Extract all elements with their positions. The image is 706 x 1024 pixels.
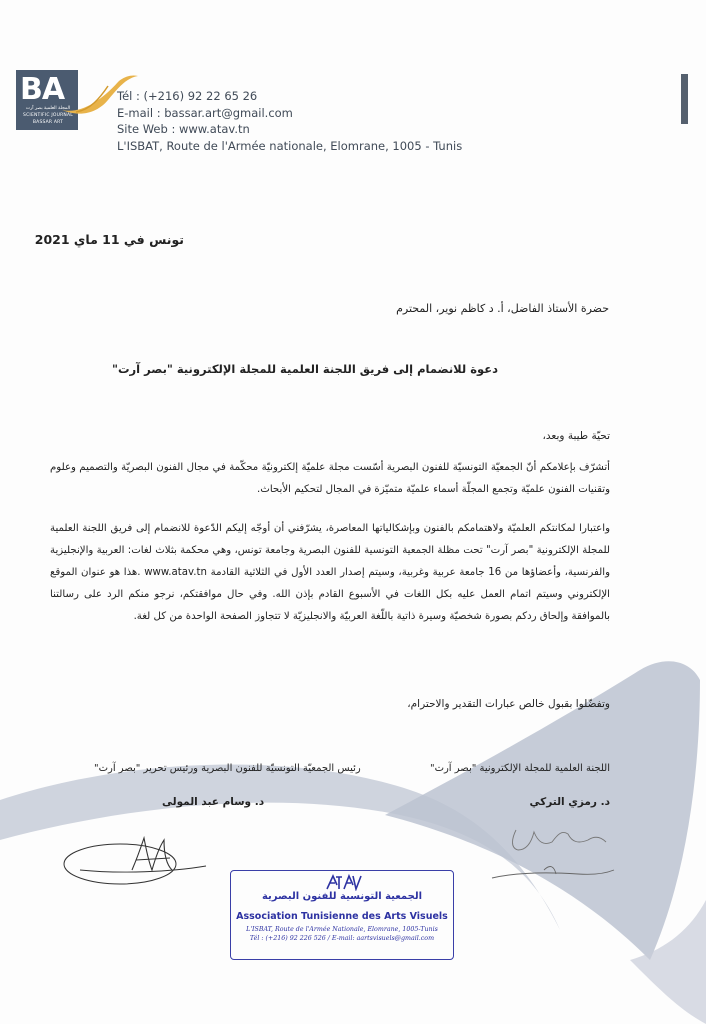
contact-address: L'ISBAT, Route de l'Armée nationale, Elomrane, 1005 - Tunis (117, 138, 463, 153)
stamp-address (235, 925, 449, 943)
signatory-right-name: د. رمزي التركي (529, 796, 610, 808)
contact-phone: Tél : (+216) 92 22 65 26 (117, 89, 258, 103)
stamp-logo-icon (323, 873, 363, 891)
logo-text: BA (20, 72, 65, 107)
stamp-address-line-2: Tél : (+216) 92 226 526 / E-mail: aartsvisuels@gmail.com (249, 935, 435, 942)
letter-addressee: حضرة الأستاذ الفاضل، أ. د كاظم نوير، المحترم (396, 302, 609, 315)
letter-closing: وتفضّلوا بقبول خالص عبارات التقدير والاحترام، (407, 698, 610, 710)
signatory-left-name: د. وسام عبد المولى (162, 796, 265, 808)
logo-journal-text: SCIENTIFIC JOURNAL (23, 113, 73, 118)
contact-email[interactable]: E-mail : bassar.art@gmail.com (117, 105, 293, 120)
letter-paragraph-2: واعتبارا لمكانتكم العلميّة ولاهتمامكم بالفنون وبإشكالياتها المعاصرة، يشرّفني أن أوجّه إليكم الدّعوة للانضمام إلى فريق اللجنة العلمية للمجلة الإلكترونية "بصر آرت" تحت مظلة الجمعية التونسية للفنون البصرية وجامعة تونس، وهي محكمة بثلاث لغات: العربية والإنجليزية والفرنسية، وأعضاؤها من 16 جامعة عربية وغربية، وسيتم إصدار العدد الأول في الثلاثية القادمة www.atav.tn .هذا هو عنوان الموقع الإلكتروني وسيتم اتمام العمل عليه بكل اللغات في الأسبوع القادم بإذن الله. وفي حال موافقتكم، نرجو منكم الرد على رسالتنا بالموافقة وإلحاق ردكم بصورة شخصيّة وسيرة ذاتية باللّغة العربيّة والانجليزيّة لا تتجاوز الصفحة الواحدة من كل لغة. (50, 523, 610, 622)
logo-name-text: BASSAR ART (32, 120, 64, 125)
signature-left (60, 830, 210, 890)
letter-subject: دعوة للانضمام إلى فريق اللجنة العلمية للمجلة الإلكترونية "بصر آرت" (111, 362, 498, 376)
stamp-french-name: Association Tunisienne des Arts Visuels (236, 911, 448, 922)
logo-arabic-text: المجلة العلمية بصر آرت (25, 106, 71, 111)
letter-greeting: تحيّة طيبة وبعد، (542, 430, 610, 442)
association-stamp (230, 870, 454, 960)
page-edge-marker (681, 74, 688, 124)
signatory-right-title: اللجنة العلمية للمجلة الإلكترونية "بصر آرت" (429, 763, 610, 774)
contact-website[interactable]: Site Web : www.atav.tn (117, 122, 250, 136)
letter-paragraph-1: أتشرّف بإعلامكم أنّ الجمعيّة التونسيّة للفنون البصرية أسّست مجلة علميّة إلكترونيّة محكّمة في مجال الفنون البصريّة والتصميم وعلوم وتقنيات الفنون علميّة وتجمع المجلّة أسماء علميّة متميّزة في المجال لتحكيم الأبحاث. (50, 462, 610, 495)
bassar-art-logo (16, 70, 106, 130)
stamp-arabic-name: الجمعية التونسية للفنون البصرية (261, 891, 423, 902)
signature-right (488, 820, 618, 890)
stamp-address-line-1: L'ISBAT, Route de l'Armée Nationale, Elomrane, 1005-Tunis (246, 926, 438, 933)
letter-date: تونس في 11 ماي 2021 (34, 232, 184, 247)
signatory-left-title: رئيس الجمعيّة التونسيّة للفنون البصرية ورئيس تحرير "بصر آرت" (94, 763, 361, 774)
letterhead-contact (117, 88, 462, 154)
